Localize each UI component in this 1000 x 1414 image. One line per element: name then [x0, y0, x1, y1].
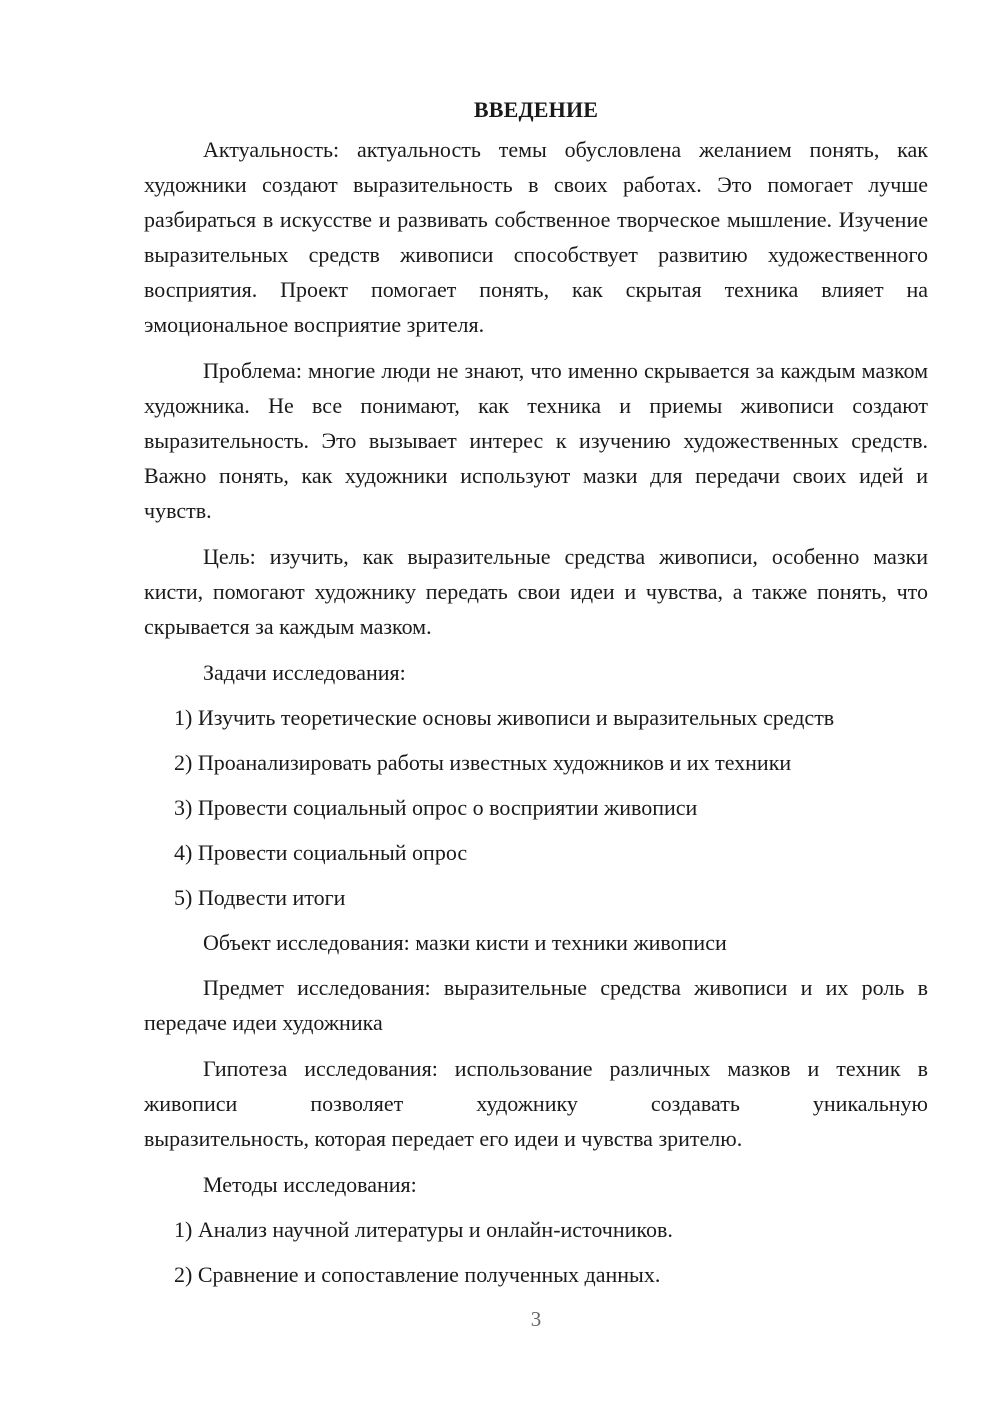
task-item-1: 1) Изучить теоретические основы живописи и выразительных средств: [174, 705, 835, 730]
section-heading: ВВЕДЕНИЕ: [473, 97, 599, 122]
tasks-label: Задачи исследования:: [203, 660, 406, 685]
subject-paragraph: Предмет исследования: выразительные средства живописи и их роль в передаче идеи художника: [144, 975, 928, 1035]
document-page: [144, 92, 928, 1302]
task-item-2: 2) Проанализировать работы известных художников и их техники: [174, 750, 792, 775]
problem-paragraph: Проблема: многие люди не знают, что именно скрывается за каждым мазком художника. Не все понимают, как техника и приемы живописи создают выразительность. Это вызывает интерес к изучению художественных средств. Важно понять, как художники используют мазки для передачи своих идей и чувств.: [144, 358, 928, 523]
task-item-3: 3) Провести социальный опрос о восприятии живописи: [174, 795, 698, 820]
method-item-2: 2) Сравнение и сопоставление полученных данных.: [174, 1262, 661, 1287]
page-number: 3: [530, 1307, 542, 1331]
method-item-1: 1) Анализ научной литературы и онлайн-источников.: [174, 1217, 673, 1242]
relevance-paragraph: Актуальность: актуальность темы обусловлена желанием понять, как художники создают выразительность в своих работах. Это помогает лучше разбираться в искусстве и развивать собственное творческое мышление. Изучение выразительных средств живописи способствует развитию художественного восприятия. Проект помогает понять, как скрытая техника влияет на эмоциональное восприятие зрителя.: [144, 137, 928, 337]
task-item-4: 4) Провести социальный опрос: [174, 840, 468, 865]
hypothesis-paragraph: Гипотеза исследования: использование различных мазков и техник в живописи позволяет художнику создавать уникальную: [144, 1056, 928, 1116]
task-item-5: 5) Подвести итоги: [174, 885, 346, 910]
object-line: Объект исследования: мазки кисти и техники живописи: [203, 930, 727, 955]
hypothesis-continuation: выразительность, которая передает его идеи и чувства зрителю.: [144, 1126, 743, 1151]
goal-paragraph: Цель: изучить, как выразительные средства живописи, особенно мазки кисти, помогают художнику передать свои идеи и чувства, а также понять, что скрывается за каждым мазком.: [144, 544, 928, 639]
methods-label: Методы исследования:: [203, 1172, 417, 1197]
